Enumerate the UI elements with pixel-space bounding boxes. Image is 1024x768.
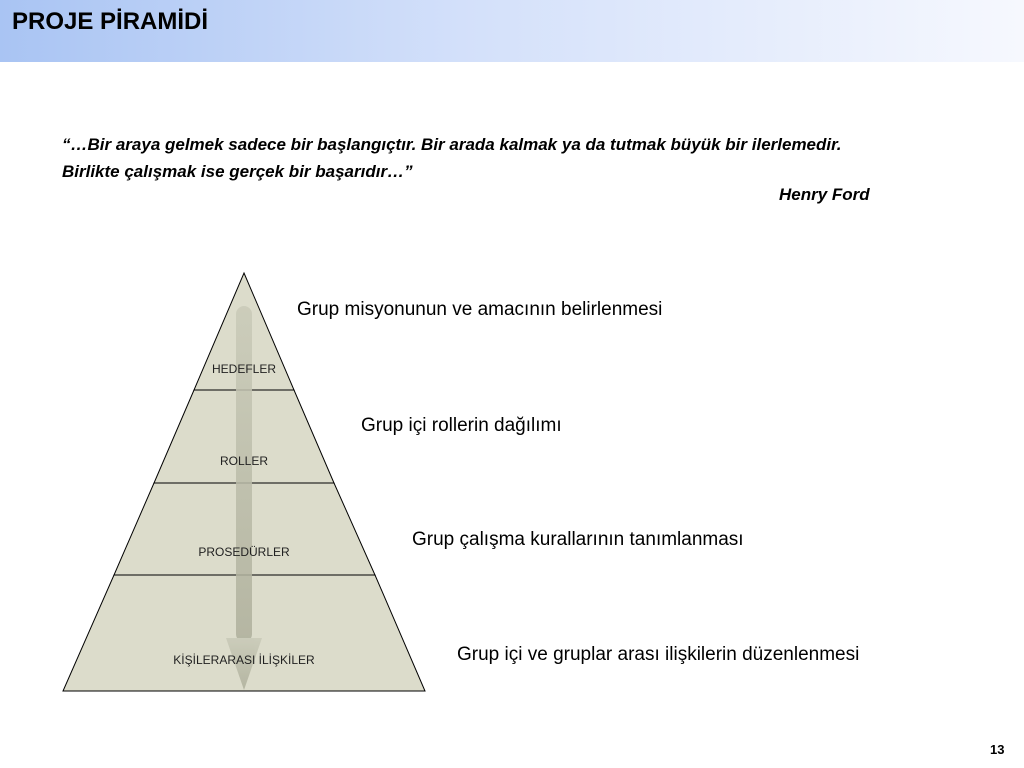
slide-title: PROJE PİRAMİDİ: [12, 8, 209, 35]
tier-description-2: Grup içi rollerin dağılımı: [361, 415, 562, 436]
quote-text: “…Bir araya gelmek sadece bir başlangıçtır. Bir arada kalmak ya da tutmak büyük bir ilerlemedir. Birlikte çalışmak ise gerçek bir başarıdır…”: [62, 135, 842, 181]
tier-label-prosedurler: PROSEDÜRLER: [198, 545, 290, 559]
tier-label-kisilerarasi: KİŞİLERARASI İLİŞKİLER: [173, 653, 315, 667]
quote-author: Henry Ford: [779, 185, 870, 204]
tier-description-1: Grup misyonunun ve amacının belirlenmesi: [297, 299, 663, 320]
tier-description-3: Grup çalışma kurallarının tanımlanması: [412, 529, 744, 550]
tier-description-4: Grup içi ve gruplar arası ilişkilerin düzenlenmesi: [457, 644, 860, 665]
tier-label-hedefler: HEDEFLER: [211, 362, 277, 376]
tier-label-roller: ROLLER: [219, 454, 269, 468]
page-number: 13: [990, 742, 1005, 757]
